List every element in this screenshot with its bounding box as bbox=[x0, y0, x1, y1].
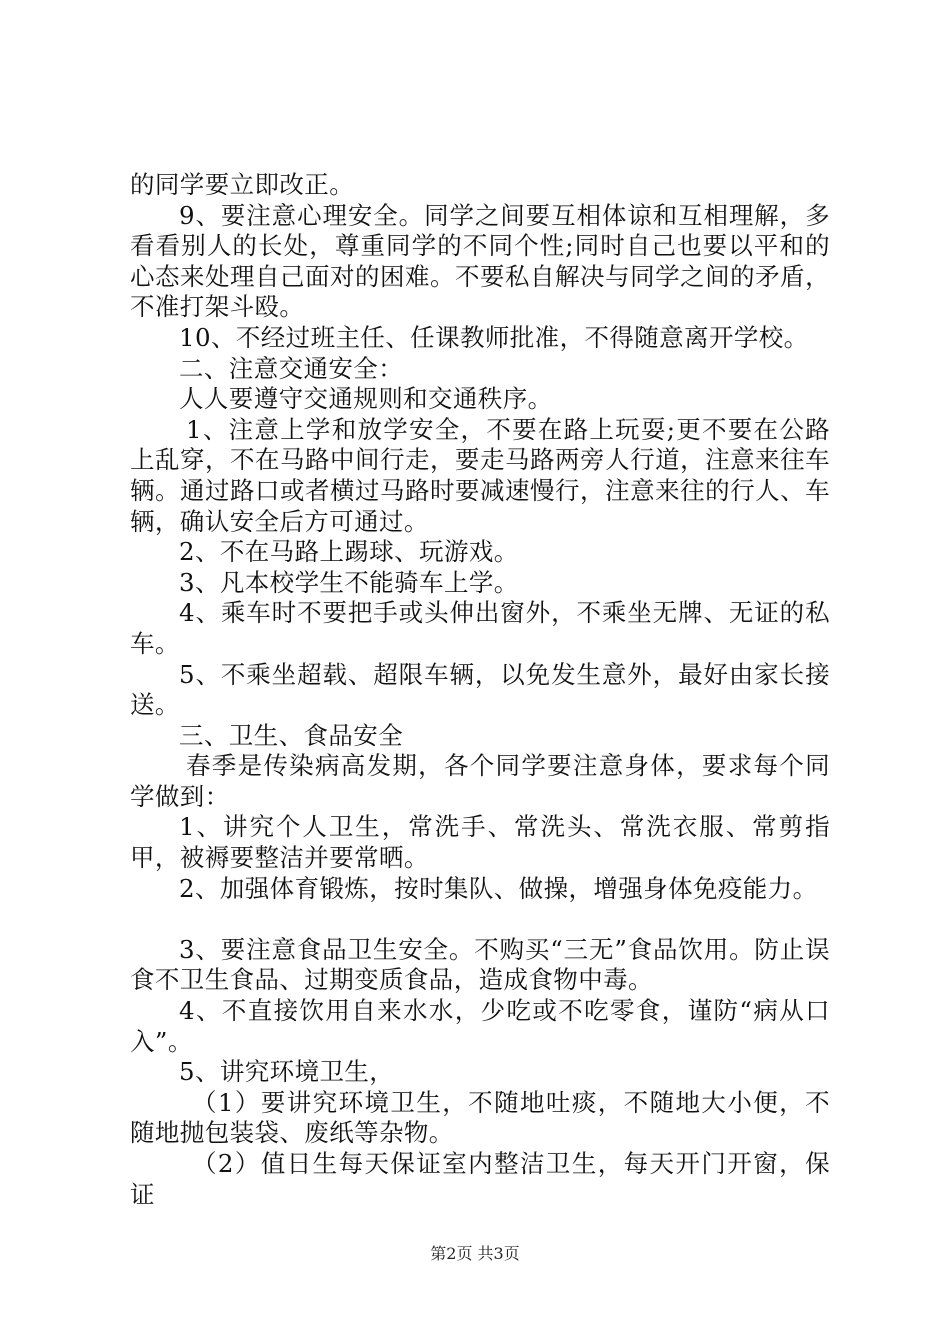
paragraph: 2、不在马路上踢球、玩游戏。 bbox=[179, 537, 519, 567]
paragraph: 春季是传染病高发期，各个同学要注意身体，要求每个同学做到： bbox=[130, 751, 830, 811]
document-body bbox=[130, 170, 830, 1210]
paragraph: 4、乘车时不要把手或头伸出窗外，不乘坐无牌、无证的私车。 bbox=[130, 598, 830, 658]
paragraph: 2、加强体育锻炼，按时集队、做操，增强身体免疫能力。 bbox=[179, 873, 818, 903]
paragraph: 5、不乘坐超载、超限车辆，以免发生意外，最好由家长接送。 bbox=[130, 659, 830, 720]
paragraph: 4、不直接饮用自来水水，少吃或不吃零食，谨防“病从口入”。 bbox=[130, 996, 830, 1056]
paragraph: 的同学要立即改正。 bbox=[130, 170, 355, 199]
paragraph: 1、注意上学和放学安全，不要在路上玩耍;更不要在公路上乱穿，不在马路中间行走，要走马路两旁人行道，注意来往车辆。通过路口或者横过马路时要减速慢行，注意来往的行人、车辆，确认安全后方可通过。 bbox=[130, 414, 830, 536]
paragraph: （1）要讲究环境卫生，不随地吐痰，不随地大小便，不随地抛包装袋、废纸等杂物。 bbox=[130, 1087, 830, 1148]
page-number-footer: 第2页 共3页 bbox=[430, 1244, 520, 1263]
paragraph: 人人要遵守交通规则和交通秩序。 bbox=[179, 384, 553, 414]
blank-line bbox=[130, 904, 830, 935]
paragraph: 3、凡本校学生不能骑车上学。 bbox=[179, 567, 519, 597]
section-heading: 三、卫生、食品安全 bbox=[179, 720, 404, 750]
paragraph: （2）值日生每天保证室内整洁卫生，每天开门开窗，保证 bbox=[130, 1149, 830, 1209]
paragraph: 1、讲究个人卫生，常洗手、常洗头、常洗衣服、常剪指甲，被褥要整洁并要常晒。 bbox=[130, 812, 830, 873]
paragraph: 9、要注意心理安全。同学之间要互相体谅和互相理解，多看看别人的长处，尊重同学的不同个性;同时自己也要以平和的心态来处理自己面对的困难。不要私自解决与同学之间的矛盾，不准打架斗殴。 bbox=[130, 200, 830, 322]
paragraph: 3、要注意食品卫生安全。不购买“三无”食品饮用。防止误食不卫生食品、过期变质食品，造成食物中毒。 bbox=[130, 934, 830, 995]
paragraph: 5、讲究环境卫生， bbox=[179, 1057, 395, 1087]
section-heading: 二、注意交通安全： bbox=[179, 353, 404, 383]
paragraph: 10、不经过班主任、任课教师批准，不得随意离开学校。 bbox=[179, 322, 809, 352]
